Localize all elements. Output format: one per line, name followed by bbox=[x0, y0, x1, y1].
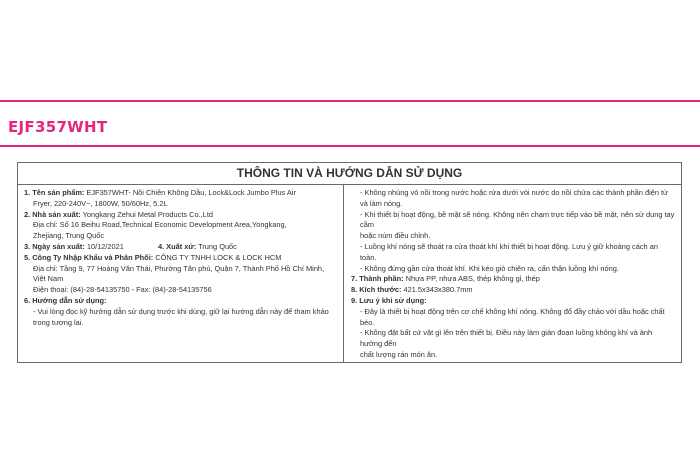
importer-address: Địa chỉ: Tầng 9, 77 Hoàng Văn Thái, Phường Tân phú, Quận 7, Thành Phố Hồ Chí Minh, Việt Nam bbox=[33, 263, 325, 284]
product-value: EJF357WHT- Nồi Chiên Không Dầu, Lock&Lock Jumbo Plus Air bbox=[84, 188, 296, 197]
maker-label: 2. Nhà sản xuất: bbox=[24, 209, 81, 219]
maker-line bbox=[24, 210, 337, 221]
rule-2-cont: hoặc núm điều chỉnh. bbox=[360, 231, 431, 241]
size-label: 8. Kích thước: bbox=[351, 285, 402, 295]
product-line-2: Fryer, 220-240V~, 1800W, 50/60Hz, 5.2L bbox=[33, 198, 168, 208]
maker-address-2: Zhejiang, Trung Quốc bbox=[33, 231, 105, 241]
maker-address-1: Địa chỉ: Số 16 Beihu Road,Technical Economic Development Area,Yongkang, bbox=[33, 220, 287, 230]
importer-value: CÔNG TY TNHH LOCK & LOCK HCM bbox=[153, 252, 282, 262]
size-value: 421.5x343x380.7mm bbox=[401, 285, 473, 295]
origin-label: 4. Xuất xứ: bbox=[157, 241, 197, 251]
rule-2: - Khi thiết bị hoạt động, bề mặt sẽ nóng. Không nên chạm trực tiếp vào bề mặt, nên sử dụng tay cầm bbox=[360, 209, 675, 230]
date-label: 3. Ngày sản xuất: bbox=[24, 241, 85, 251]
importer-phone: Điện thoại: (84)-28-54135750 - Fax: (84)-28-54135756 bbox=[33, 285, 212, 295]
model-code: EJF357WHT bbox=[8, 118, 108, 136]
rule-1: - Không nhúng vỏ nồi trong nước hoặc rửa dưới vòi nước do nồi chứa các thành phần điện tử và làm nóng. bbox=[360, 188, 669, 208]
product-line bbox=[24, 188, 337, 199]
bottom-pink-rule bbox=[0, 145, 700, 147]
maker-value: Yongkang Zehui Metal Products Co.,Ltd bbox=[80, 209, 213, 219]
left-column bbox=[18, 185, 344, 362]
box-title: THÔNG TIN VÀ HƯỚNG DẪN SỬ DỤNG bbox=[18, 163, 681, 185]
material-label: 7. Thành phần: bbox=[351, 274, 404, 284]
product-label: 1. Tên sản phẩm: bbox=[24, 188, 85, 197]
size-line bbox=[351, 285, 675, 296]
note-label: 9. Lưu ý khi sử dụng: bbox=[351, 295, 427, 305]
rule-3: - Luồng khí nóng sẽ thoát ra cửa thoát khí khi thiết bị hoạt động. Lưu ý giữ khoảng cách an toàn. bbox=[360, 241, 658, 262]
guide-label: 6. Hướng dẫn sử dụng: bbox=[24, 295, 107, 305]
material-value: Nhựa PP, nhựa ABS, thép không gỉ, thép bbox=[403, 274, 540, 284]
importer-line bbox=[24, 253, 337, 264]
note-2-cont: chất lượng rán món ăn. bbox=[360, 349, 438, 359]
note-1: - Đây là thiết bị hoạt động trên cơ chế không khí nóng. Không đổ đầy chảo với dầu hoặc chất béo. bbox=[360, 306, 665, 327]
rule-4: - Không đứng gần cửa thoát khí. Khi kéo giỏ chiên ra, cẩn thận luồng khí nóng. bbox=[360, 263, 619, 273]
material-line bbox=[351, 274, 675, 285]
guide-line-1: - Vui lòng đọc kỹ hướng dẫn sử dụng trước khi dùng, giữ lại hướng dẫn này để tham khảo bbox=[33, 306, 329, 316]
importer-label: 5. Công Ty Nhập Khẩu và Phân Phối: bbox=[24, 252, 154, 262]
origin-value: Trung Quốc bbox=[196, 241, 237, 251]
top-pink-rule bbox=[0, 100, 700, 102]
right-column bbox=[344, 185, 681, 362]
date-value: 10/12/2021 bbox=[84, 241, 124, 251]
note-2: - Không đặt bất cứ vật gì lên trên thiết bị. Điều này làm gián đoạn luồng không khí và ảnh hưởng đến bbox=[360, 328, 653, 349]
date-origin-line bbox=[24, 242, 337, 253]
info-box bbox=[17, 162, 682, 363]
guide-line-2: trong tương lai. bbox=[33, 317, 84, 327]
